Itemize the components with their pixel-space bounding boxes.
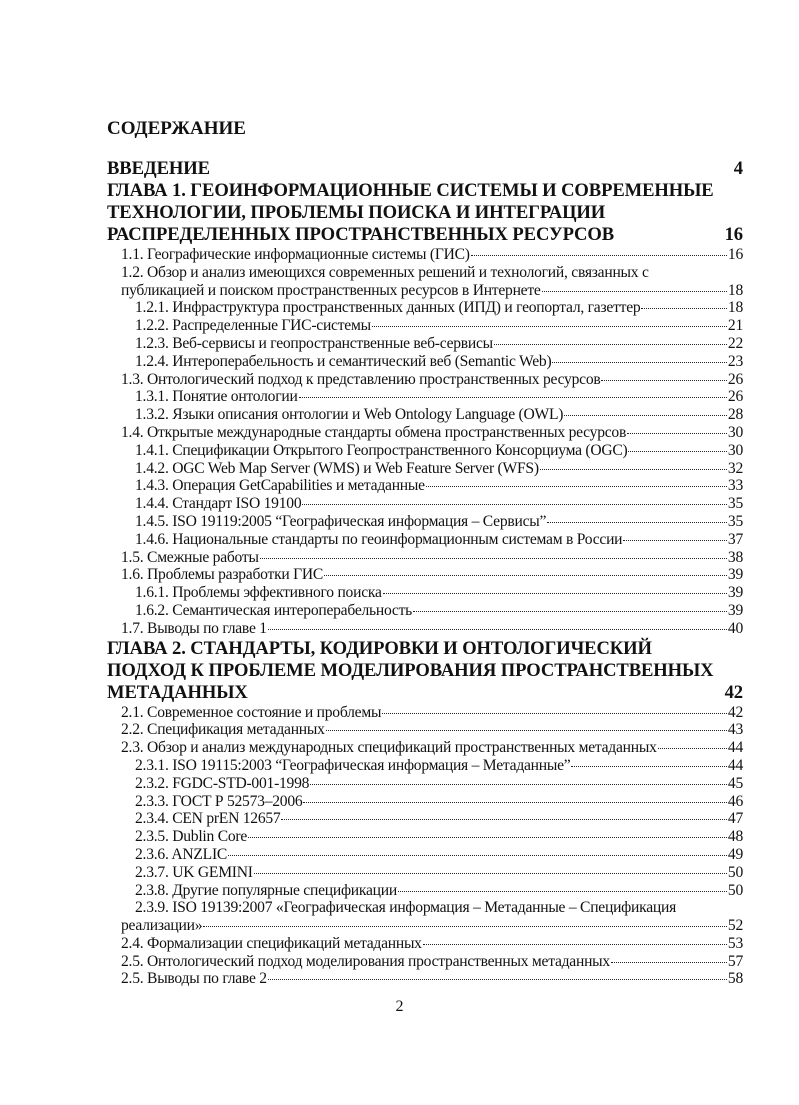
toc-entry-title: 1.6.2. Семантическая интероперабельность (135, 601, 413, 619)
dot-leader (260, 558, 727, 559)
toc-page-number: 23 (727, 352, 743, 370)
toc-page-number: 46 (727, 792, 743, 810)
toc-page-number: 50 (727, 863, 743, 881)
dot-leader (628, 451, 726, 452)
toc-page-number: 21 (727, 317, 743, 335)
toc-page-number: 33 (727, 477, 743, 495)
toc-entry (107, 495, 743, 513)
toc-entry (107, 566, 743, 584)
toc-page-number: 53 (727, 934, 743, 952)
toc-entry (107, 246, 743, 264)
dot-leader (203, 926, 727, 927)
toc-entry (107, 299, 743, 317)
toc-page-number: 28 (727, 406, 743, 424)
toc-entry-title: 1.6.1. Проблемы эффективного поиска (135, 584, 382, 602)
toc-page-number: 37 (727, 530, 743, 548)
toc-entry (107, 424, 743, 442)
toc-page-number: 44 (727, 756, 743, 774)
toc-entry (107, 793, 743, 811)
dot-leader (398, 891, 727, 892)
toc-entry (107, 757, 743, 775)
toc-page-number: 39 (727, 584, 743, 602)
toc-chapter (107, 638, 743, 704)
toc-page-number: 30 (727, 423, 743, 441)
toc-entry-title: публикацией и поиском пространственных ресурсов в Интернете (121, 281, 541, 299)
toc-page-number: 38 (727, 548, 743, 566)
toc-page-number: 16 (724, 224, 743, 245)
toc-entry-title: МЕТАДАННЫХ (107, 681, 248, 703)
toc-entry (107, 406, 743, 424)
toc-page-number: 49 (727, 845, 743, 863)
toc-entry-title: 1.4.3. Операция GetCapabilities и метаданные (135, 477, 425, 495)
toc-entry (107, 899, 743, 935)
toc-page-number: 30 (727, 441, 743, 459)
toc-entry-title: 2.5. Онтологический подход моделирования пространственных метаданных (121, 952, 610, 970)
toc-entry-title: 2.4. Формализации спецификаций метаданных (121, 934, 422, 952)
dot-leader (641, 308, 726, 309)
toc-entry (107, 953, 743, 971)
dot-leader (413, 611, 727, 612)
toc-page-number: 50 (727, 881, 743, 899)
toc-entry-title: 2.3.6. ANZLIC (135, 845, 228, 863)
toc-page-number: 35 (727, 512, 743, 530)
toc-page-number: 35 (727, 495, 743, 513)
toc-entry-title: 2.1. Современное состояние и проблемы (121, 703, 382, 721)
dot-leader (299, 397, 727, 398)
toc-entry-title: ВВЕДЕНИЕ (107, 158, 210, 179)
toc-entry (107, 935, 743, 953)
toc-entry-title: 2.3.3. ГОСТ Р 52573–2006 (135, 792, 303, 810)
dot-leader (423, 944, 727, 945)
toc-page-number: 4 (733, 158, 743, 179)
dot-leader (552, 362, 726, 363)
toc-entry (107, 513, 743, 531)
toc-entry-title: 1.2.4. Интероперабельность и семантический веб (Semantic Web) (135, 352, 552, 370)
dot-leader (268, 979, 727, 980)
dot-leader (627, 433, 727, 434)
toc-entry (107, 531, 743, 549)
toc-entry-title: 1.5. Смежные работы (121, 548, 259, 566)
toc-page-number: 39 (727, 601, 743, 619)
page-number: 2 (395, 998, 404, 1015)
toc-entry-title: 1.4.4. Стандарт ISO 19100 (135, 495, 302, 513)
toc-page-number: 42 (724, 681, 743, 703)
toc-entry-title: ПОДХОД К ПРОБЛЕМЕ МОДЕЛИРОВАНИЯ ПРОСТРАНСТВЕННЫХ (107, 659, 714, 681)
dot-leader (302, 504, 727, 505)
dot-leader (547, 522, 727, 523)
dot-leader (248, 837, 727, 838)
dot-leader (228, 855, 727, 856)
dot-leader (658, 748, 727, 749)
toc-entry-title: ГЛАВА 1. ГЕОИНФОРМАЦИОННЫЕ СИСТЕМЫ И СОВРЕМЕННЫЕ (107, 180, 714, 201)
toc-page-number: 26 (727, 370, 743, 388)
toc-page-number: 47 (727, 810, 743, 828)
toc-page-number: 42 (727, 703, 743, 721)
toc-page-number: 57 (727, 952, 743, 970)
toc-page-number: 43 (727, 721, 743, 739)
toc-entry (107, 442, 743, 460)
dot-leader (303, 802, 726, 803)
toc-entry (107, 704, 743, 722)
toc-entry-title: 1.4. Открытые международные стандарты обмена пространственных ресурсов (121, 423, 627, 441)
toc-entry-title: 1.2.1. Инфраструктура пространственных данных (ИПД) и геопортал, газеттер (135, 299, 641, 317)
toc-page-number: 18 (727, 281, 743, 299)
toc-entry-title: 2.3.8. Другие популярные спецификации (135, 881, 397, 899)
dot-leader (623, 540, 727, 541)
toc-entry (107, 602, 743, 620)
toc-entry-title: 2.3.7. UK GEMINI (135, 863, 253, 881)
dot-leader (611, 962, 727, 963)
toc-entry (107, 353, 743, 371)
toc-entry-title: 1.3. Онтологический подход к представлению пространственных ресурсов (121, 370, 601, 388)
toc-entry (107, 549, 743, 567)
toc-entry (107, 882, 743, 900)
toc-entry-title: 2.3.1. ISO 19115:2003 “Географическая информация – Метаданные” (135, 756, 571, 774)
toc-page-number: 44 (727, 739, 743, 757)
dot-leader (324, 575, 727, 576)
toc-entry (107, 477, 743, 495)
toc-page-number: 16 (727, 246, 743, 263)
toc-entry (107, 317, 743, 335)
toc-entry-title: 2.2. Спецификация метаданных (121, 721, 325, 739)
toc-entry-title: реализации» (121, 917, 203, 935)
toc-entry-title: 2.3.5. Dublin Core (135, 828, 248, 846)
toc-page-number: 48 (727, 828, 743, 846)
dot-leader (471, 255, 727, 256)
toc-entry (107, 620, 743, 638)
toc-entry-title: 1.4.2. OGC Web Map Server (WMS) и Web Feature Server (WFS) (135, 459, 539, 477)
toc-entry-title: 1.1. Географические информационные системы (ГИС) (121, 246, 470, 263)
dot-leader (268, 629, 727, 630)
toc-entry (107, 828, 743, 846)
dot-leader (601, 380, 726, 381)
toc-page-number: 45 (727, 774, 743, 792)
toc-page-number: 32 (727, 459, 743, 477)
toc-page-number: 18 (727, 299, 743, 317)
toc-list (107, 158, 743, 988)
dot-leader (372, 326, 727, 327)
toc-entry-title: 2.3.2. FGDC-STD-001-1998 (135, 774, 310, 792)
toc-entry (107, 335, 743, 353)
toc-entry-title: 1.4.1. Спецификации Открытого Геопространственного Консорциума (OGC) (135, 441, 628, 459)
dot-leader (571, 766, 726, 767)
toc-entry (107, 264, 743, 300)
toc-entry-title: ТЕХНОЛОГИИ, ПРОБЛЕМЫ ПОИСКА И ИНТЕГРАЦИИ (107, 202, 606, 223)
toc-entry (107, 739, 743, 757)
toc-entry-title: 1.3.2. Языки описания онтологии и Web Ontology Language (OWL) (135, 406, 564, 424)
toc-entry (107, 846, 743, 864)
dot-leader (383, 593, 727, 594)
dot-leader (426, 486, 727, 487)
toc-entry-title: РАСПРЕДЕЛЕННЫХ ПРОСТРАНСТВЕННЫХ РЕСУРСОВ (107, 224, 615, 245)
dot-leader (326, 730, 727, 731)
toc-entry-title: 2.5. Выводы по главе 2 (121, 970, 267, 988)
table-of-contents (107, 118, 743, 988)
toc-entry-title: 1.7. Выводы по главе 1 (121, 619, 267, 637)
toc-page-number: 58 (727, 970, 743, 988)
toc-page-number: 22 (727, 334, 743, 352)
toc-page-number: 40 (727, 619, 743, 637)
toc-entry-title: 1.2. Обзор и анализ имеющихся современных решений и технологий, связанных с (121, 263, 649, 281)
toc-entry (107, 371, 743, 389)
toc-chapter (107, 180, 743, 246)
toc-entry (107, 388, 743, 406)
toc-page-number: 39 (727, 566, 743, 584)
dot-leader (542, 291, 727, 292)
toc-entry (107, 584, 743, 602)
dot-leader (382, 713, 727, 714)
dot-leader (310, 784, 727, 785)
toc-entry (107, 970, 743, 988)
toc-entry (107, 460, 743, 478)
toc-entry (107, 721, 743, 739)
toc-entry-title: 1.2.2. Распределенные ГИС-системы (135, 317, 371, 335)
dot-leader (494, 344, 727, 345)
toc-entry-title: ГЛАВА 2. СТАНДАРТЫ, КОДИРОВКИ И ОНТОЛОГИЧЕСКИЙ (107, 637, 652, 659)
dot-leader (254, 873, 727, 874)
toc-entry (107, 864, 743, 882)
toc-entry (107, 775, 743, 793)
dot-leader (281, 819, 726, 820)
toc-entry-title: 1.6. Проблемы разработки ГИС (121, 566, 324, 584)
toc-page-number: 52 (727, 917, 743, 935)
toc-entry-title: 1.4.5. ISO 19119:2005 “Географическая информация – Сервисы” (135, 512, 547, 530)
toc-entry-title: 2.3.9. ISO 19139:2007 «Географическая информация – Метаданные – Спецификация (135, 899, 676, 917)
toc-entry (107, 810, 743, 828)
toc-entry-title: 2.3.4. CEN prEN 12657 (135, 810, 281, 828)
toc-page-number: 26 (727, 388, 743, 406)
toc-entry-title: 1.2.3. Веб-сервисы и геопространственные веб-сервисы (135, 334, 493, 352)
dot-leader (564, 415, 727, 416)
dot-leader (540, 469, 727, 470)
toc-entry-title: 2.3. Обзор и анализ международных спецификаций пространственных метаданных (121, 739, 657, 757)
toc-entry-title: 1.4.6. Национальные стандарты по геоинформационным системам в России (135, 530, 623, 548)
toc-title: СОДЕРЖАНИЕ (107, 118, 246, 139)
toc-entry-title: 1.3.1. Понятие онтологии (135, 388, 298, 406)
toc-chapter (107, 158, 743, 180)
